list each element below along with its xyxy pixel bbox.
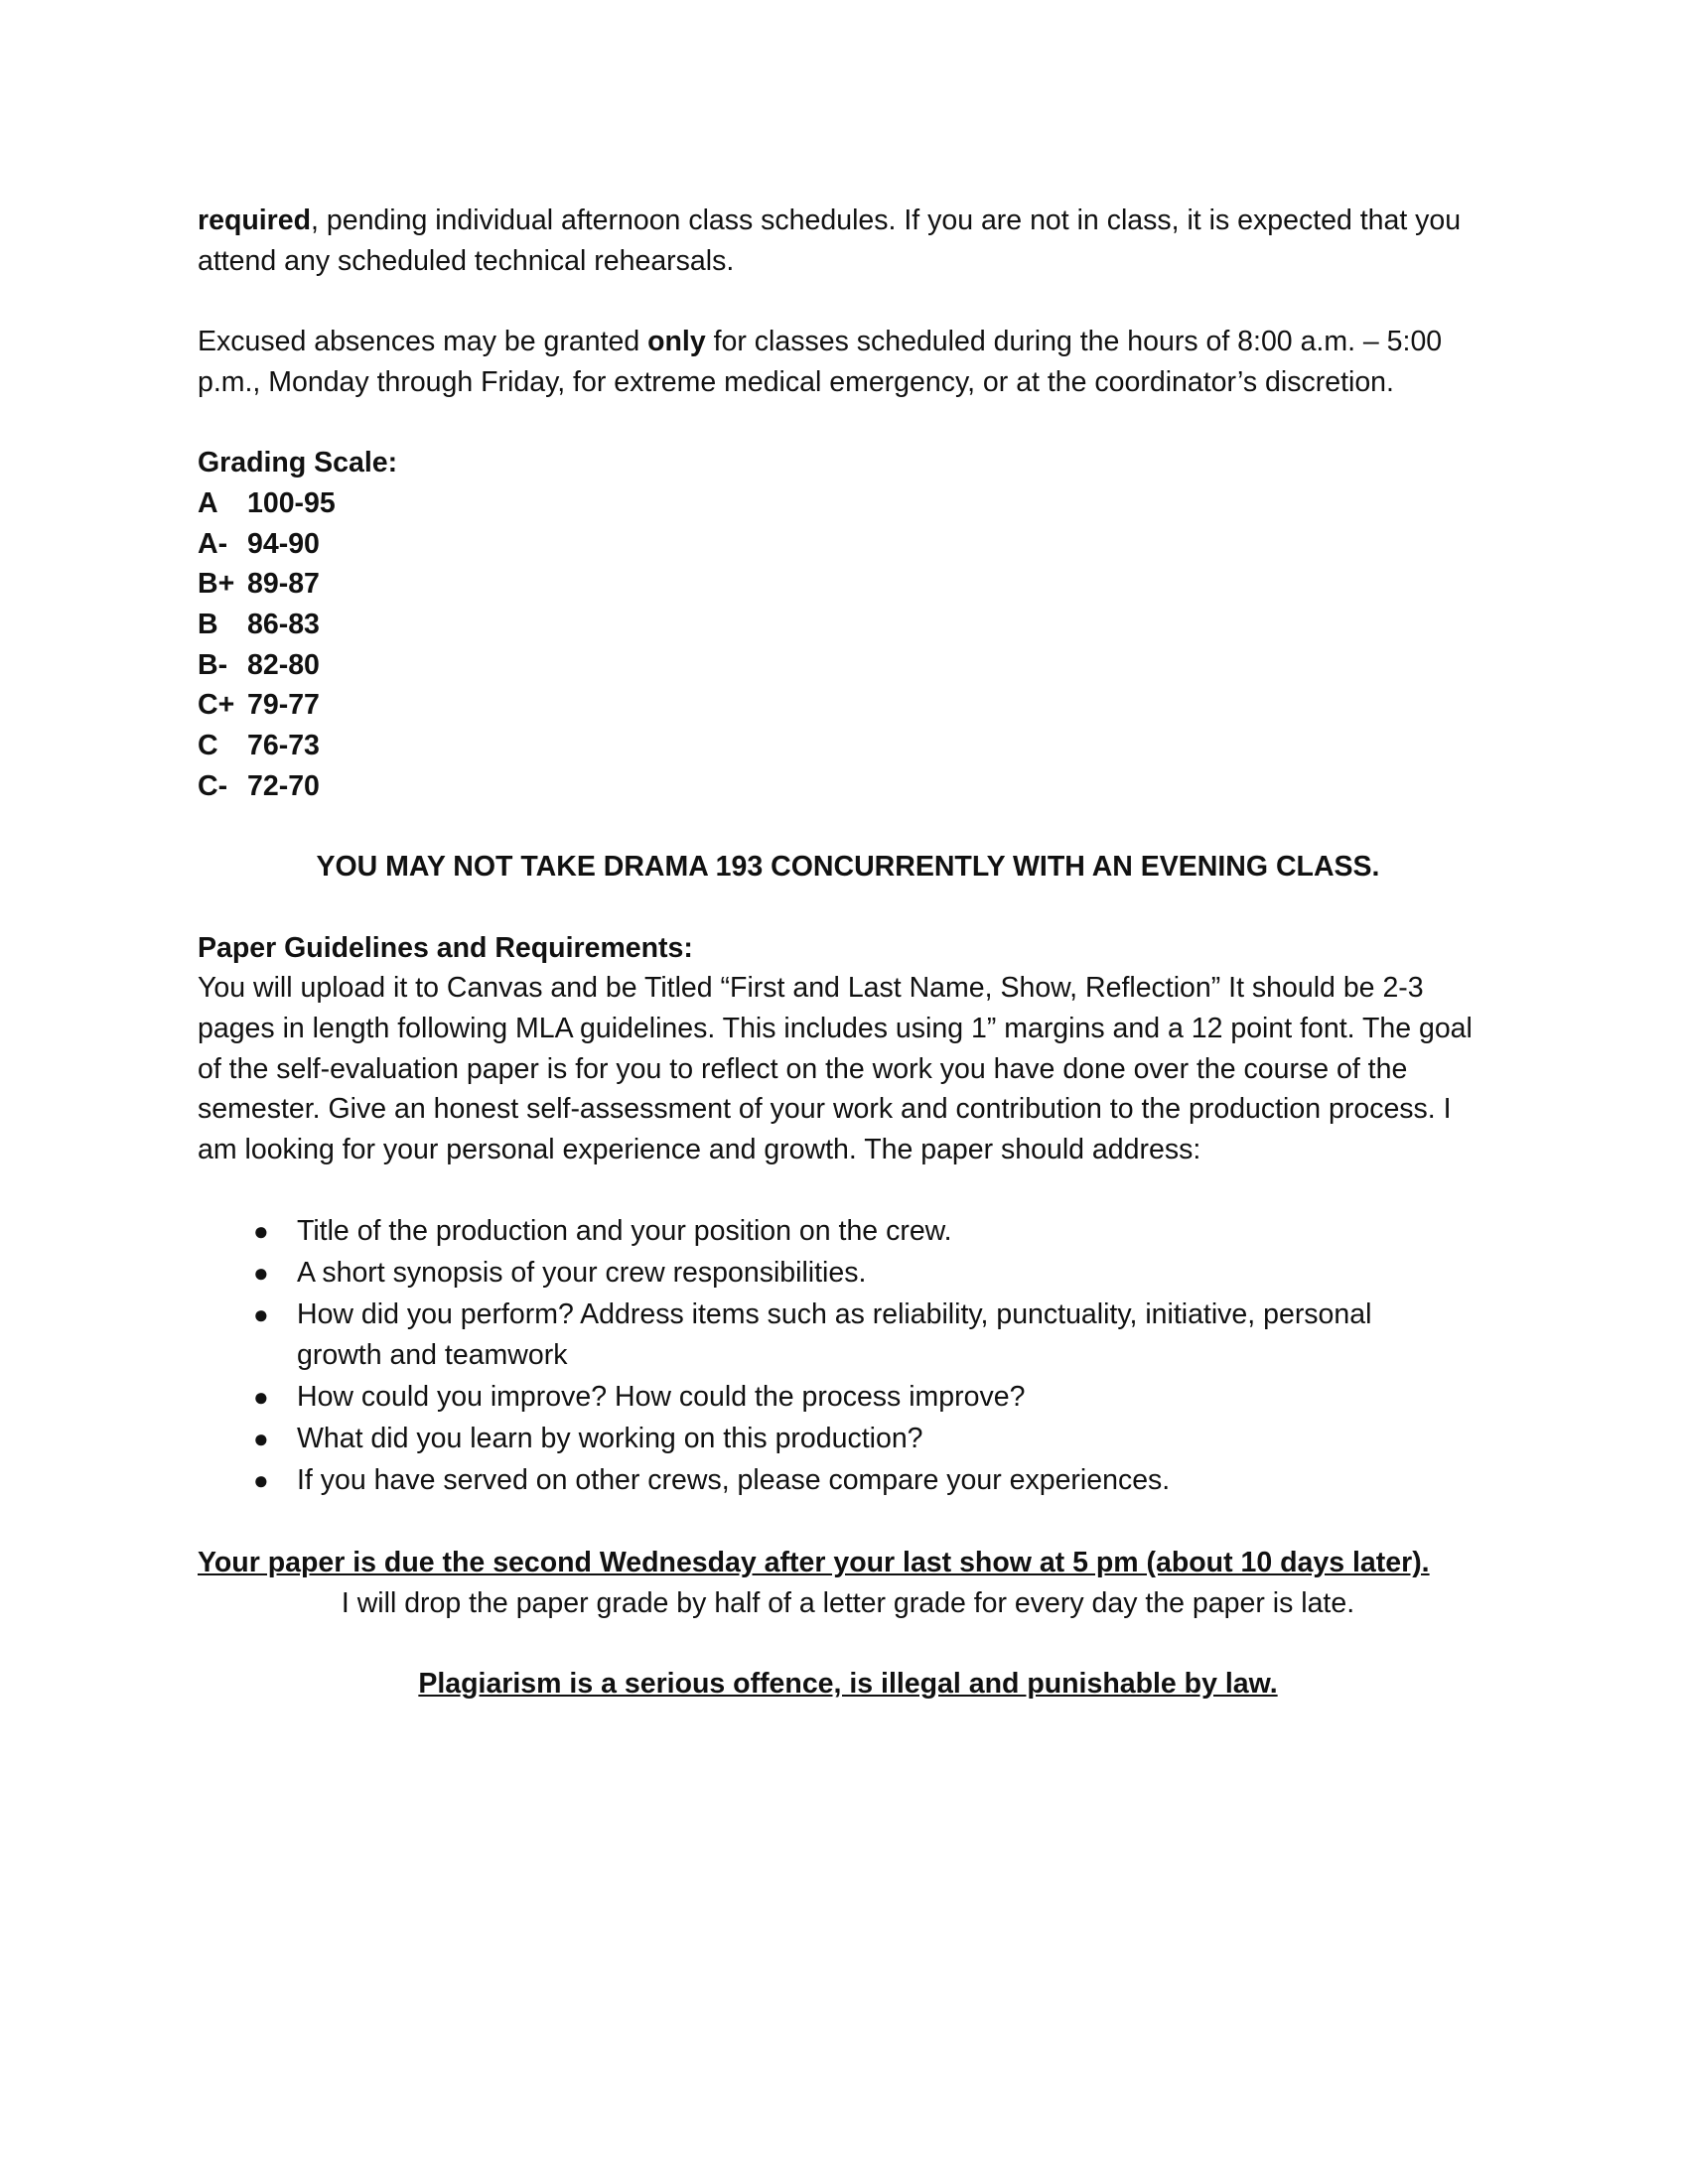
grade-range: 76-73 xyxy=(247,730,320,762)
excused-text-after: for classes scheduled during the hours of 8:00 a.m. – 5:00 p.m., Monday through Friday, for extreme medical emergency, or at the coordinator’s discretion. xyxy=(198,326,1443,398)
grade-letter: B xyxy=(198,609,218,640)
grade-row xyxy=(198,564,1498,605)
grade-letter: C+ xyxy=(198,689,235,722)
grade-letter: C- xyxy=(198,769,228,802)
plagiarism-warning: Plagiarism is a serious offence, is illegal and punishable by law. xyxy=(418,1668,1278,1701)
excused-text-before: Excused absences may be granted xyxy=(198,326,648,358)
grade-range: 94-90 xyxy=(247,527,320,560)
bullet-icon: ● xyxy=(253,1298,269,1329)
grade-row xyxy=(198,645,1498,686)
excused-absences-paragraph xyxy=(198,322,1498,402)
grade-letter: B+ xyxy=(198,568,235,601)
bullet-icon: ● xyxy=(253,1381,269,1412)
grade-range: 100-95 xyxy=(247,486,336,519)
only-emphasis: only xyxy=(647,326,706,358)
list-item xyxy=(253,1253,1498,1294)
grade-letter: A xyxy=(198,486,218,519)
grade-row xyxy=(198,685,1498,726)
bullet-icon: ● xyxy=(253,1424,269,1454)
bullet-icon: ● xyxy=(253,1257,269,1288)
list-item-text: How did you perform? Address items such as reliability, punctuality, initiative, personal growth and teamwork xyxy=(297,1297,1372,1371)
intro-paragraph xyxy=(198,201,1498,281)
due-date-line: Your paper is due the second Wednesday after your last show at 5 pm (about 10 days later). xyxy=(198,1547,1430,1579)
grade-range: 72-70 xyxy=(247,769,320,802)
grade-range: 89-87 xyxy=(247,568,320,601)
evening-class-warning: YOU MAY NOT TAKE DRAMA 193 CONCURRENTLY WITH AN EVENING CLASS. xyxy=(316,851,1380,884)
grade-range: 82-80 xyxy=(247,648,320,681)
grading-scale-list xyxy=(198,483,1498,807)
grade-row xyxy=(198,483,1498,524)
bullet-icon: ● xyxy=(253,1215,269,1246)
grade-row xyxy=(198,524,1498,565)
list-item xyxy=(253,1377,1498,1418)
late-policy-line: I will drop the paper grade by half of a letter grade for every day the paper is late. xyxy=(341,1586,1355,1619)
document-page xyxy=(198,201,1498,1705)
list-item xyxy=(253,1460,1498,1501)
list-item xyxy=(253,1211,1498,1252)
list-item xyxy=(253,1419,1498,1459)
required-emphasis: required xyxy=(198,205,312,236)
list-item-text: A short synopsis of your crew responsibilities. xyxy=(297,1256,867,1289)
list-item-text: Title of the production and your position on the crew. xyxy=(297,1214,952,1247)
paper-guidelines-heading: Paper Guidelines and Requirements: xyxy=(198,931,693,964)
grading-scale-heading: Grading Scale: xyxy=(198,447,398,479)
grade-row xyxy=(198,726,1498,766)
intro-text: , pending individual afternoon class schedules. If you are not in class, it is expected that you attend any scheduled technical rehearsals. xyxy=(198,205,1462,277)
paper-requirements-list xyxy=(198,1211,1498,1501)
grade-letter: C xyxy=(198,730,218,762)
bullet-icon: ● xyxy=(253,1465,269,1496)
list-item-text: If you have served on other crews, please compare your experiences. xyxy=(297,1464,1171,1497)
paper-guidelines-body: You will upload it to Canvas and be Titled “First and Last Name, Show, Reflection” It should be 2-3 pages in length following MLA guidelines. This includes using 1” margins and a 12 point font. The goal of the self-evaluation paper is for you to reflect on the work you have done over the course of the semester. Give an honest self-assessment of your work and contribution to the production process. I am looking for your personal experience and growth. The paper should address: xyxy=(198,972,1473,1166)
grade-range: 86-83 xyxy=(247,609,320,640)
grade-letter: B- xyxy=(198,648,228,681)
grade-row xyxy=(198,766,1498,807)
grade-row xyxy=(198,605,1498,645)
list-item xyxy=(253,1295,1498,1375)
list-item-text: How could you improve? How could the process improve? xyxy=(297,1380,1026,1413)
list-item-text: What did you learn by working on this production? xyxy=(297,1423,923,1455)
grade-range: 79-77 xyxy=(247,689,320,722)
grade-letter: A- xyxy=(198,527,228,560)
